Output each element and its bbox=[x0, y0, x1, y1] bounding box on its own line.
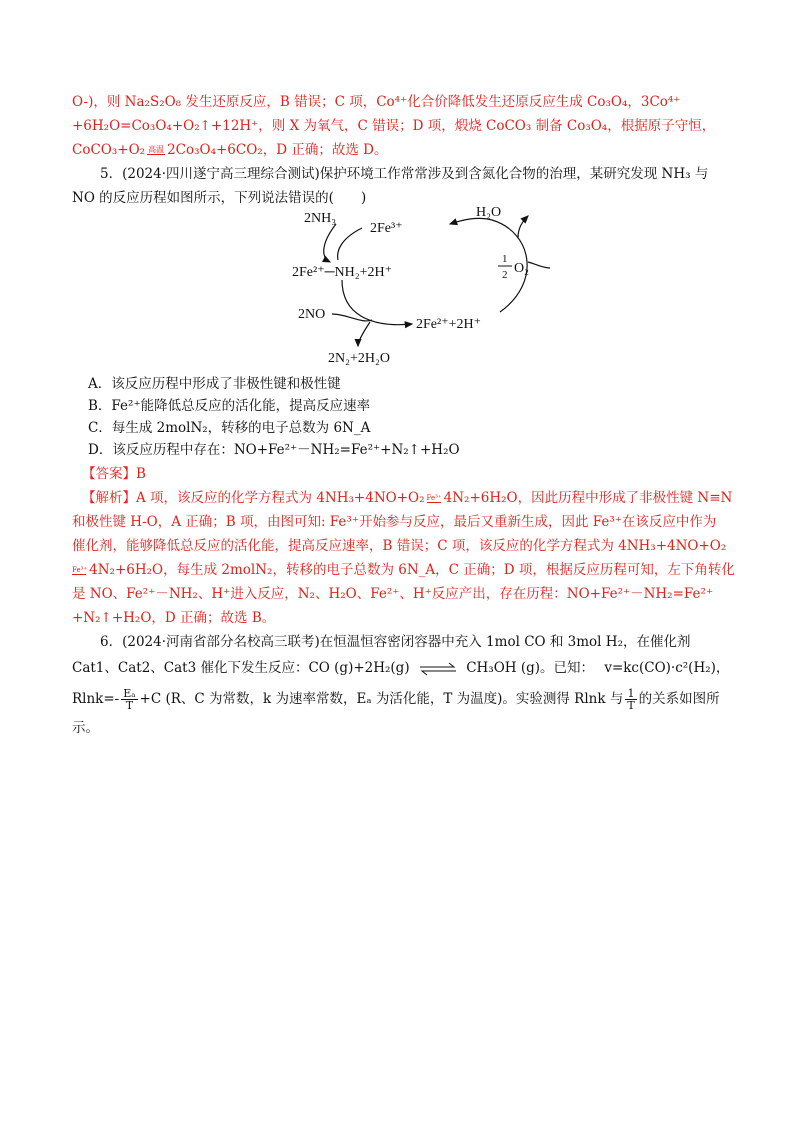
condition-high-temp: 高温 bbox=[148, 145, 165, 154]
frac-num-ea: Eₐ bbox=[123, 687, 136, 700]
frac-num-1: 1 bbox=[625, 688, 636, 700]
arrow-nh3-in bbox=[324, 224, 336, 262]
q5-analysis-line-4 bbox=[72, 560, 735, 580]
condition-fe3-1: Fe³⁺ bbox=[426, 494, 442, 502]
q5-option-b: B．Fe²⁺能降低总反应的活化能，提高反应速率 bbox=[88, 398, 371, 414]
label-fe2-h: 2Fe²⁺+2H⁺ bbox=[416, 317, 481, 332]
q6-arrhenius-left: Rlnk=- bbox=[72, 691, 120, 707]
condition-fe3-2: Fe³⁺ bbox=[72, 566, 88, 574]
reaction-mechanism-diagram bbox=[292, 202, 552, 367]
label-products: 2N₂+2H₂O bbox=[328, 351, 390, 366]
equilibrium-arrow-icon bbox=[418, 662, 458, 676]
q5-stem-line-2: NO 的反应历程如图所示，下列说法错误的( ) bbox=[72, 190, 367, 206]
frac-den-t: T bbox=[125, 699, 134, 712]
q6-one-over-t bbox=[625, 688, 636, 711]
q6-arrhenius-right: +C (R、C 为常数，k 为速率常数，Eₐ 为活化能，T 为温度)。实验测得 Rlnk 与 bbox=[139, 691, 624, 707]
q5-stem-line-1: 5．(2024·四川遂宁高三理综合测试)保护环境工作常常涉及到含氮化合物的治理，某研究发现 NH₃ 与 bbox=[100, 166, 709, 182]
q6-rate-law: v=kc(CO)·c²(H₂)， bbox=[604, 660, 730, 676]
analysis-line-4-text: 4N₂+6H₂O，每生成 2molN₂，转移的电子总数为 6N_A，C 正确；D 项，根据反应历程可知，左下角转化 bbox=[89, 562, 735, 578]
label-h2o: H₂O bbox=[476, 205, 502, 220]
label-o2: O₂ bbox=[514, 261, 529, 276]
label-half-den: 2 bbox=[502, 269, 508, 281]
label-half-num: 1 bbox=[502, 253, 508, 265]
q6-line-4: 示。 bbox=[72, 720, 99, 736]
q5-analysis-line-6: +N₂↑+H₂O，D 正确；故选 B。 bbox=[72, 610, 276, 626]
q5-analysis-line-5: 是 NO、Fe²⁺－NH₂、H⁺进入反应，N₂、H₂O、Fe²⁺、H⁺反应产出，存在历程：NO+Fe²⁺－NH₂=Fe²⁺ bbox=[72, 586, 714, 602]
label-fe2-nh2: 2Fe²⁺─NH₂+2H⁺ bbox=[292, 265, 393, 280]
arrow-products-out bbox=[358, 322, 370, 346]
analysis-eq-right: 4N₂+6H₂O，因此历程中形成了非极性键 N≡N bbox=[443, 490, 733, 506]
label-no: 2NO bbox=[298, 307, 326, 322]
label-fe3: 2Fe³⁺ bbox=[370, 221, 403, 236]
q5-option-c: C．每生成 2molN₂，转移的电子总数为 6N_A bbox=[88, 420, 371, 436]
q5-answer: 【答案】B bbox=[82, 466, 146, 482]
mechanism-svg bbox=[292, 202, 552, 367]
equation-left: CoCO₃+O₂ bbox=[72, 142, 146, 158]
label-nh3: 2NH₃ bbox=[304, 211, 337, 226]
q5-option-d: D．该反应历程中存在：NO+Fe²⁺－NH₂=Fe²⁺+N₂↑+H₂O bbox=[88, 442, 460, 458]
frac-den-t2: T bbox=[627, 699, 635, 712]
q6-line-2 bbox=[72, 658, 729, 678]
q5-option-a: A．该反应历程中形成了非极性键和极性键 bbox=[88, 376, 341, 392]
equation-right: 2Co₃O₄+6CO₂，D 正确；故选 D。 bbox=[167, 142, 388, 158]
analysis-eq-left: 【解析】A 项，该反应的化学方程式为 4NH₃+4NO+O₂ bbox=[82, 490, 425, 506]
continuation-line-3 bbox=[72, 140, 387, 160]
q6-line-3 bbox=[72, 688, 720, 711]
arrow-fe3-to-complex bbox=[338, 228, 362, 260]
q5-analysis-line-1 bbox=[82, 488, 732, 508]
q6-reaction-right: CH₃OH (g)。已知： bbox=[466, 660, 595, 676]
q5-analysis-line-2: 和极性键 H-O，A 正确；B 项，由图可知: Fe³⁺开始参与反应，最后又重新生成，因此 Fe³⁺在该反应中作为 bbox=[72, 514, 717, 530]
q6-line-3-tail: 的关系如图所 bbox=[638, 691, 720, 707]
continuation-line-2: +6H₂O=Co₃O₄+O₂↑+12H⁺，则 X 为氧气，C 错误；D 项，煅烧 CoCO₃ 制备 Co₃O₄，根据原子守恒， bbox=[72, 118, 716, 134]
continuation-line-1: O-)，则 Na₂S₂O₈ 发生还原反应，B 错误；C 项，Co⁴⁺化合价降低发生还原反应生成 Co₃O₄，3Co⁴⁺ bbox=[72, 94, 681, 110]
q6-line-1: 6．(2024·河南省部分名校高三联考)在恒温恒容密闭容器中充入 1mol CO 和 3mol H₂，在催化剂 bbox=[100, 634, 691, 650]
q5-analysis-line-3: 催化剂，能够降低总反应的活化能，提高反应速率，B 错误；C 项，该反应的化学方程式为 4NH₃+4NO+O₂ bbox=[72, 538, 727, 554]
arrow-o2-in bbox=[528, 262, 550, 268]
q6-ea-over-t bbox=[121, 688, 137, 711]
q6-reaction-left: Cat1、Cat2、Cat3 催化下发生反应：CO (g)+2H₂(g) bbox=[72, 660, 410, 676]
arrow-h2o-out bbox=[518, 216, 528, 238]
arrow-no-in bbox=[332, 314, 372, 321]
